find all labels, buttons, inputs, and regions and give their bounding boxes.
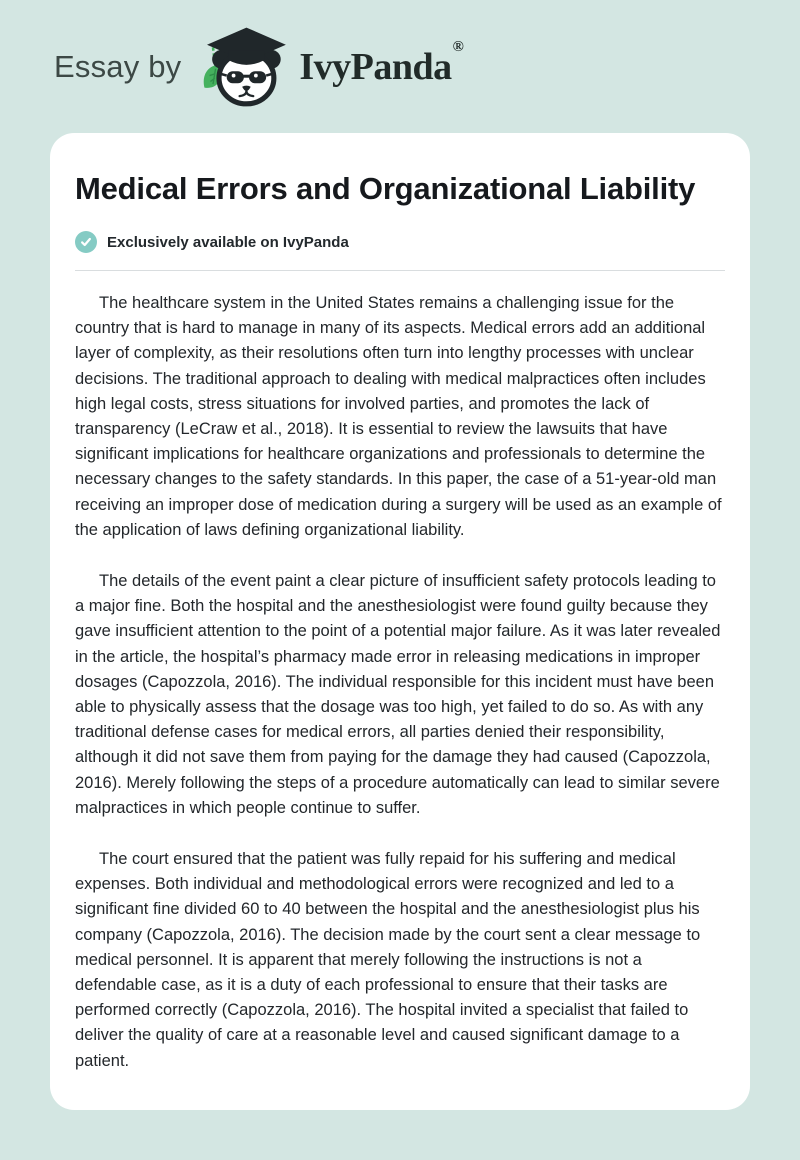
exclusive-badge-label: Exclusively available on IvyPanda <box>107 233 349 251</box>
exclusive-badge <box>75 231 725 253</box>
divider <box>75 270 725 271</box>
registered-mark: ® <box>452 38 464 55</box>
check-icon <box>75 231 97 253</box>
essay-body <box>75 291 725 1074</box>
ivypanda-logo-icon <box>195 24 291 110</box>
essay-paragraph: The details of the event paint a clear picture of insufficient safety protocols leading to a major fine. Both the hospital and the anesthesiologist were found guilty because they gave insufficient attention to the point of a potential major failure. As it was later revealed in the article, the hospital’s pharmacy made error in releasing medications in improper dosages (Capozzola, 2016). The individual responsible for this incident must have been able to physically assess that the dosage was too high, yet failed to do so. As with any traditional defense cases for medical errors, all parties denied their responsibility, although it did not save them from paying for the damage they had caused (Capozzola, 2016). Merely following the steps of a procedure automatically can lead to similar severe malpractices in which people continue to suffer. <box>75 572 721 817</box>
essay-paragraph: The healthcare system in the United States remains a challenging issue for the country that is hard to manage in many of its aspects. Medical errors add an additional layer of complexity, as their resolutions often turn into lengthy processes with unclear decisions. The traditional approach to dealing with medical malpractices often includes high legal costs, stress situations for involved parties, and promotes the lack of transparency (LeCraw et al., 2018). It is essential to review the lawsuits that have significant implications for healthcare organizations and professionals to determine the necessary changes to the safety standards. In this paper, the case of a 51-year-old man receiving an improper dose of medication during a surgery will be used as an example of the application of laws defining organizational liability. <box>75 294 722 539</box>
brand-text: IvyPanda <box>299 45 452 88</box>
page-title: Medical Errors and Organizational Liability <box>75 171 696 206</box>
essay-by-label: Essay by <box>54 48 182 84</box>
brand-name <box>299 38 464 89</box>
essay-card <box>50 133 750 1110</box>
page-header <box>0 0 800 133</box>
essay-paragraph: The court ensured that the patient was fully repaid for his suffering and medical expenses. Both individual and methodological errors were recognized and led to a significant fine divided 60 to 40 between the hospital and the anesthesiologist plus his company (Capozzola, 2016). The decision made by the court sent a clear message to medical personnel. It is apparent that merely following the instructions is not a defendable case, as it is a duty of each professional to ensure that their tasks are performed correctly (Capozzola, 2016). The hospital invited a specialist that failed to deliver the quality of care at a reasonable level and caused significant damage to a patient. <box>75 850 701 1070</box>
